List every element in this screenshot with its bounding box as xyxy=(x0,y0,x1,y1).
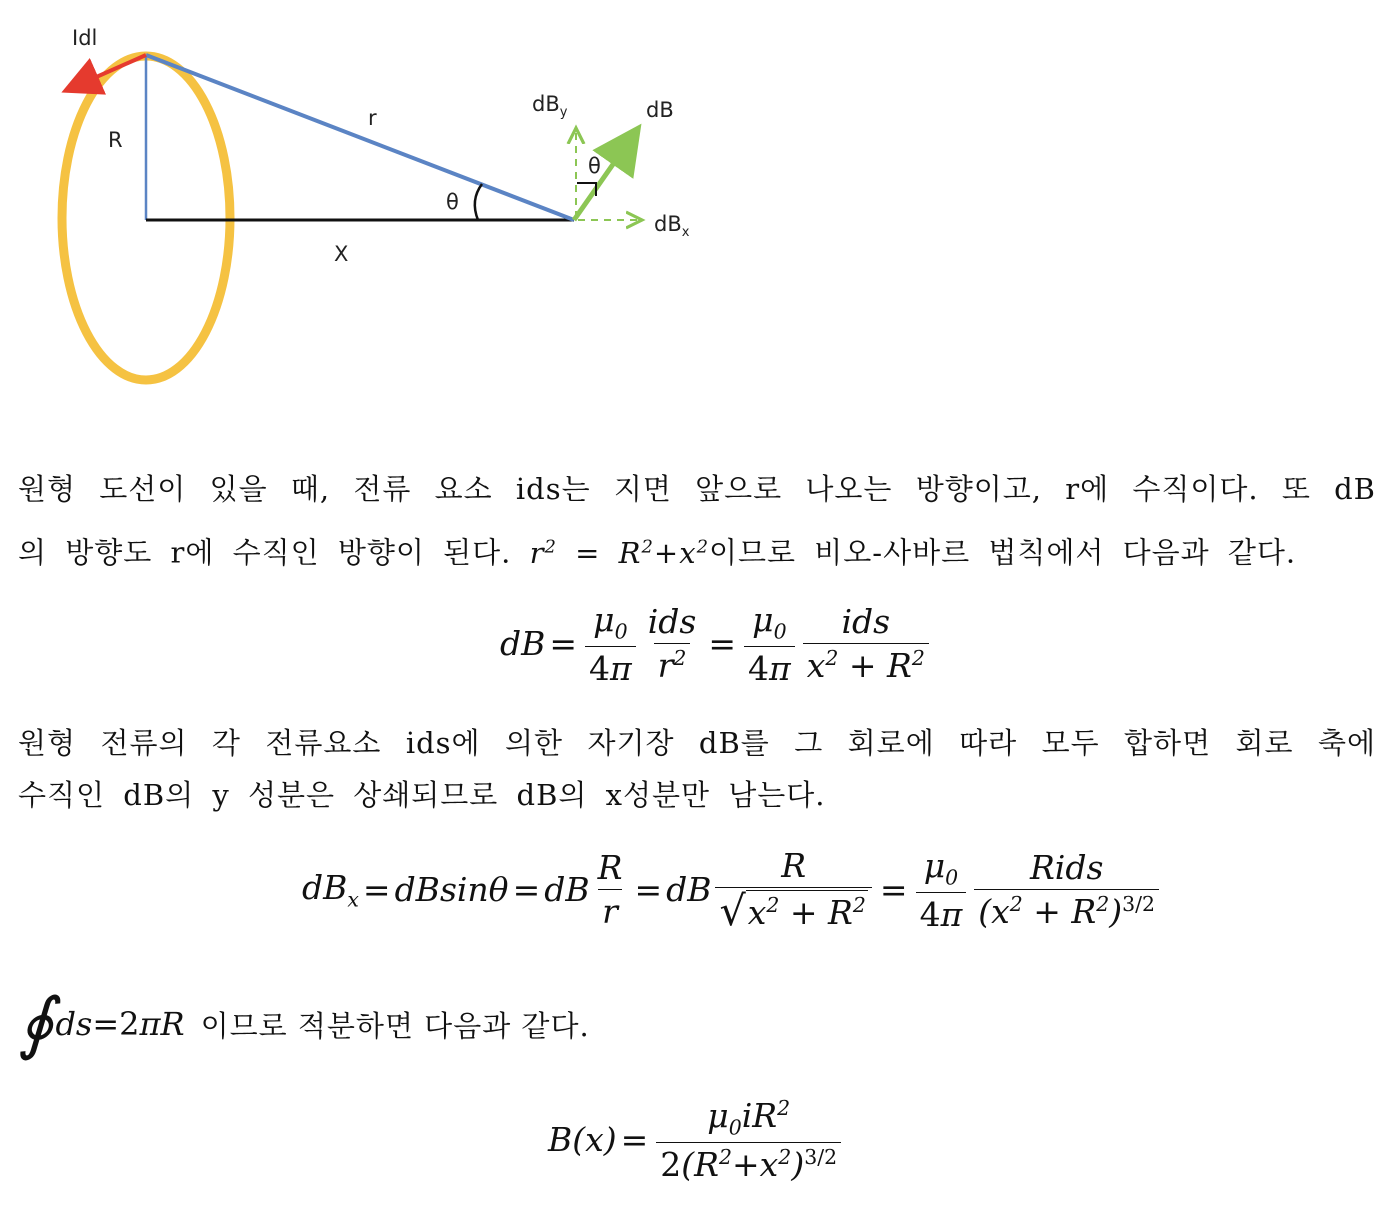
paragraph-1-line-2 xyxy=(18,520,1376,580)
paragraph-2-line-1: 원형 전류의 각 전류요소 ids에 의한 자기장 dB를 그 회로에 따라 모두 합하면 회로 축에 xyxy=(18,726,1376,760)
label-idl: Idl xyxy=(72,26,98,50)
label-theta-field: θ xyxy=(588,154,601,178)
theta-arc xyxy=(475,184,482,220)
contour-line xyxy=(18,984,590,1063)
loop-diagram-svg xyxy=(0,0,760,420)
contour-expression: ds=2πR xyxy=(55,1005,185,1043)
contour-integral-symbol: ∮ xyxy=(18,984,54,1063)
label-radius: R xyxy=(108,128,123,152)
db-vector xyxy=(574,140,630,220)
equation-3: B(x) = $\frac{\mu_0iR^2}{2(R^2+x^2)^{3/2}}$ xyxy=(548,1096,845,1184)
loop-diagram xyxy=(0,0,760,420)
paragraph-2-line-2: 수직인 dB의 y 성분은 상쇄되므로 dB의 x성분만 남는다. xyxy=(18,778,826,812)
paragraph-1-line-2-a: 의 방향도 r에 수직인 방향이 된다. xyxy=(18,535,512,570)
r-line xyxy=(146,55,574,220)
inline-equation: $r^2 = R^2+x^2$ xyxy=(529,535,709,570)
paragraph-1-line-2-b: 이므로 비오-사바르 법칙에서 다음과 같다. xyxy=(709,535,1297,570)
paragraph-1-line-1: 원형 도선이 있을 때, 전류 요소 ids는 지면 앞으로 나오는 방향이고, r에 수직이다. 또 dB xyxy=(18,472,1376,506)
label-x: X xyxy=(334,242,349,266)
label-db: dB xyxy=(646,98,674,122)
label-dby: $dB_y$ xyxy=(532,92,568,121)
label-theta-origin: θ xyxy=(446,190,459,214)
paragraph-1 xyxy=(18,462,1376,516)
paragraph-3: 이므로 적분하면 다음과 같다. xyxy=(200,1008,590,1043)
equation-2: $dB_x$ = dBsinθ = dB $\frac{R}{r}$ = dB R √ $x^2 + R^2$ = $\frac{\mu_0}{4\pi}$ $\frac{\text{Rids}}{(x^2 + R^2)^{3/2}}$ xyxy=(302,846,1163,934)
current-element-arrow xyxy=(76,55,146,86)
label-r: r xyxy=(368,106,377,130)
equation-1: dB = $\frac{\mu_0}{4\pi}$ $\frac{\text{ids}}{r^2}$ = $\frac{\mu_0}{4\pi}$ $\frac{\text{ids}}{x^2 + R^2}$ xyxy=(500,600,933,688)
label-dbx: $dB_x$ xyxy=(654,212,690,241)
